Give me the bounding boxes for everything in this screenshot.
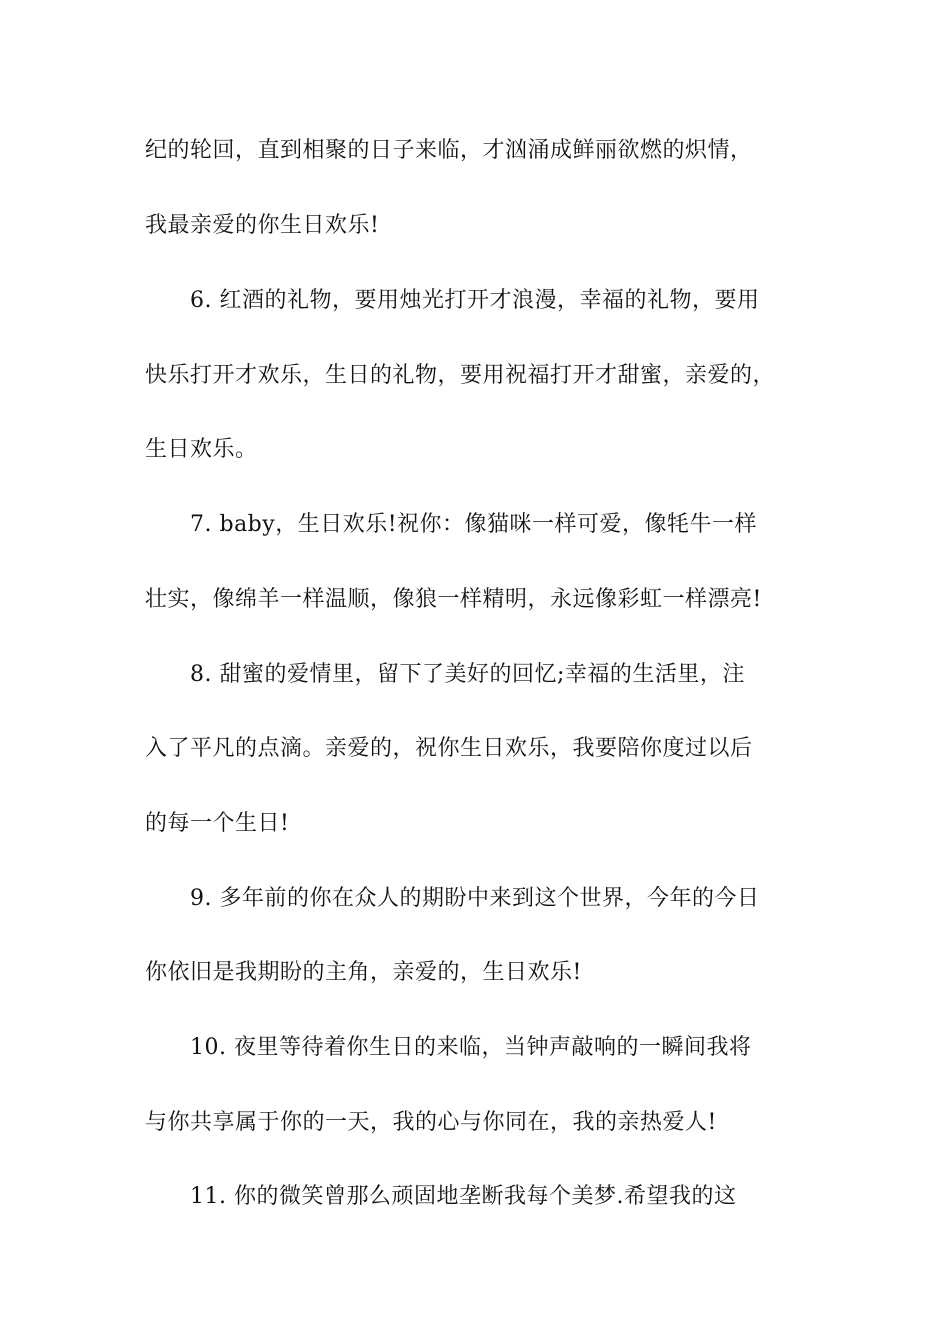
text-line: 纪的轮回，直到相聚的日子来临，才汹涌成鲜丽欲燃的炽情， [145,138,753,163]
text-line: 与你共享属于你的一天，我的心与你同在，我的亲热爱人! [145,1110,717,1135]
text-line: 的每一个生日! [145,811,290,836]
text-line: 快乐打开才欢乐，生日的礼物，要用祝福打开才甜蜜，亲爱的， [145,363,776,388]
list-item-7: 7. baby，生日欢乐!祝你：像猫咪一样可爱，像牦牛一样 [190,512,758,537]
list-item-6: 6. 红酒的礼物，要用烛光打开才浪漫，幸福的礼物，要用 [190,288,760,313]
list-item-11: 11. 你的微笑曾那么顽固地垄断我每个美梦.希望我的这 [190,1184,737,1209]
text-line: 入了平凡的点滴。亲爱的，祝你生日欢乐，我要陪你度过以后 [145,736,753,761]
text-line: 生日欢乐。 [145,437,258,462]
text-line: 我最亲爱的你生日欢乐! [145,213,380,238]
list-item-8: 8. 甜蜜的爱情里，留下了美好的回忆;幸福的生活里，注 [190,662,745,687]
list-item-10: 10. 夜里等待着你生日的来临，当钟声敲响的一瞬间我将 [190,1035,752,1060]
list-item-9: 9. 多年前的你在众人的期盼中来到这个世界，今年的今日 [190,886,760,911]
text-line: 你依旧是我期盼的主角，亲爱的，生日欢乐! [145,960,582,985]
text-line: 壮实，像绵羊一样温顺，像狼一样精明，永远像彩虹一样漂亮! [145,587,762,612]
